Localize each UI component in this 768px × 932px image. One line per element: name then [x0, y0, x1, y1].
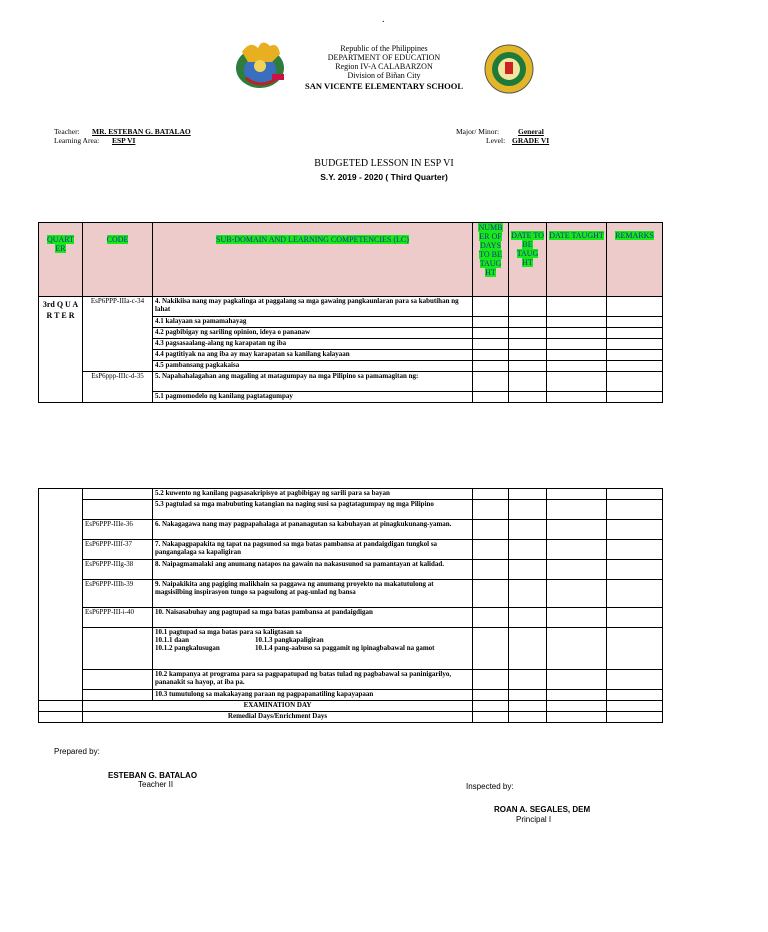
lesson-table-1	[38, 222, 663, 403]
competency-cell: 4.4 pagtitiyak na ang iba ay may karapatan sa kanilang kalayaan	[153, 350, 473, 361]
competency-cell: 4.1 kalayaan sa pamamahayag	[153, 317, 473, 328]
header-code: CODE	[83, 223, 153, 297]
prepared-name: ESTEBAN G. BATALAO	[108, 771, 198, 780]
header-remarks: REMARKS	[607, 223, 663, 297]
header-quarter: QUART ER	[39, 223, 83, 297]
header-date-to-be: DATE TO BE TAUG HT	[509, 223, 547, 297]
competency-cell: 4.3 pagsasaalang-alang ng karapatan ng iba	[153, 339, 473, 350]
major-label: Major/ Minor:	[456, 127, 500, 136]
table-row	[39, 540, 663, 560]
quarter-label: 3rd Q U A R T E R	[39, 297, 83, 403]
table-row	[39, 580, 663, 608]
inspected-title: Principal I	[516, 815, 552, 824]
code-cell: EsP6PPP-IIIh-39	[83, 580, 153, 608]
competency-cell: 5.3 pagtulad sa mga mabubuting katangian na naging susi sa pagtatagumpay ng mga Pilipino	[153, 500, 473, 520]
competency-cell: 4. Nakikiisa nang may pagkalinga at paggalang sa mga gawaing pangkaunlaran para sa kabutihan ng lahat	[153, 297, 473, 317]
table-row	[39, 560, 663, 580]
code-cell: EsP6ppp-IIIc-d-35	[83, 372, 153, 403]
code-cell: EsP6PPP-IIIa-c-34	[83, 297, 153, 372]
school-year: S.Y. 2019 - 2020 ( Third Quarter)	[320, 172, 448, 182]
level-value: GRADE VI	[512, 136, 550, 145]
table-row	[39, 372, 663, 392]
remedial-cell: Remedial Days/Enrichment Days	[83, 712, 473, 723]
competency-cell: 5.2 kuwento ng kanilang pagsasakripisyo at pagbibigay ng sarili para sa bayan	[153, 489, 473, 500]
competency-cell: 4.5 pambansang pagkakaisa	[153, 361, 473, 372]
prepared-label: Prepared by:	[54, 747, 100, 756]
sub-item: 10.1.2 pangkalusugan	[155, 644, 220, 652]
sub-item: 10.1.1 daan	[155, 636, 190, 644]
inspected-label: Inspected by:	[466, 782, 514, 791]
code-cell: EsP6PPP-IIIg-38	[83, 560, 153, 580]
competency-cell: 4.2 pagbibigay ng sariling opinion, ideya o pananaw	[153, 328, 473, 339]
competency-cell: 6. Nakagagawa nang may pagpapahalaga at pananagutan sa kabuhayan at pinagkukunang-yaman.	[153, 520, 473, 540]
competency-cell: 9. Naipakikita ang pagiging malikhain sa paggawa ng anumang proyekto na makatutulong at magsisilbing inspirasyon tungo sa pagsulong at pag-unlad ng bansa	[153, 580, 473, 608]
header-division: Division of Biñan City	[347, 71, 421, 80]
header-days: NUMB ER OF DAYS TO BE TAUG HT	[473, 223, 509, 297]
table-row	[39, 489, 663, 500]
header-school: SAN VICENTE ELEMENTARY SCHOOL	[304, 81, 463, 91]
level-label: Level:	[486, 136, 506, 145]
header-competency: SUB-DOMAIN AND LEARNING COMPETENCIES (LC)	[153, 223, 473, 297]
table-row	[39, 701, 663, 712]
competency-cell: 7. Nakapagpapakita ng tapat na pagsunod sa mga batas pambansa at pandaigdigan tungkol sa pangangalaga sa kapaligiran	[153, 540, 473, 560]
table-row	[39, 712, 663, 723]
competency-cell: 10.3 tumutulong sa makakayang paraan ng pagpapanatiling kapayapaan	[153, 690, 473, 701]
sub-item: 10.1.3 pangkapaligiran	[255, 636, 324, 644]
area-label: Learning Area:	[54, 136, 100, 145]
competency-cell: 10. Naisasabuhay ang pagtupad sa mga batas pambansa at pandaigdigan	[153, 608, 473, 628]
major-value: General	[518, 127, 544, 136]
sub-heading: 10.1 pagtupad sa mga batas para sa kaligtasan sa	[155, 628, 302, 636]
table-row	[39, 500, 663, 520]
table-row	[39, 608, 663, 628]
code-cell: EsP6PPP-III-i-40	[83, 608, 153, 628]
header-region: Region IV-A CALABARZON	[335, 62, 433, 71]
prepared-title: Teacher II	[138, 780, 174, 789]
table-row	[39, 670, 663, 690]
competency-cell: 5. Napahahalagahan ang magaling at matagumpay na mga Pilipino sa pamamagitan ng:	[153, 372, 473, 392]
table-row	[39, 520, 663, 540]
teacher-label: Teacher:	[54, 127, 80, 136]
header-date-taught: DATE TAUGHT	[547, 223, 607, 297]
header-republic: Republic of the Philippines	[340, 44, 428, 53]
competency-cell: 10.2 kampanya at programa para sa pagpapatupad ng batas tulad ng pagbabawal sa paninigarilyo, pananakit sa hayop, at iba pa.	[153, 670, 473, 690]
table-header-row	[39, 223, 663, 297]
competency-cell	[153, 628, 473, 670]
competency-cell: 8. Naipagmamalaki ang anumang natapos na gawain na nakasusunod sa pamantayan at kalidad.	[153, 560, 473, 580]
teacher-value: MR. ESTEBAN G. BATALAO	[92, 127, 191, 136]
document-title: BUDGETED LESSON IN ESP VI	[314, 158, 454, 169]
competency-cell: 5.1 pagmomodelo ng kanilang pagtatagumpay	[153, 392, 473, 403]
lesson-table-2	[38, 488, 663, 723]
area-value: ESP VI	[112, 136, 136, 145]
code-cell: EsP6PPP-IIIe-36	[83, 520, 153, 540]
table-row	[39, 628, 663, 670]
inspected-name: ROAN A. SEGALES, DEM	[494, 805, 591, 814]
table-row	[39, 297, 663, 317]
sub-item: 10.1.4 pang-aabuso sa paggamit ng ipinagbabawal na gamot	[255, 644, 435, 652]
table-row	[39, 690, 663, 701]
exam-day-cell: EXAMINATION DAY	[83, 701, 473, 712]
code-cell: EsP6PPP-IIIf-37	[83, 540, 153, 560]
header-department: DEPARTMENT OF EDUCATION	[327, 53, 441, 62]
page-dot: .	[382, 14, 385, 25]
